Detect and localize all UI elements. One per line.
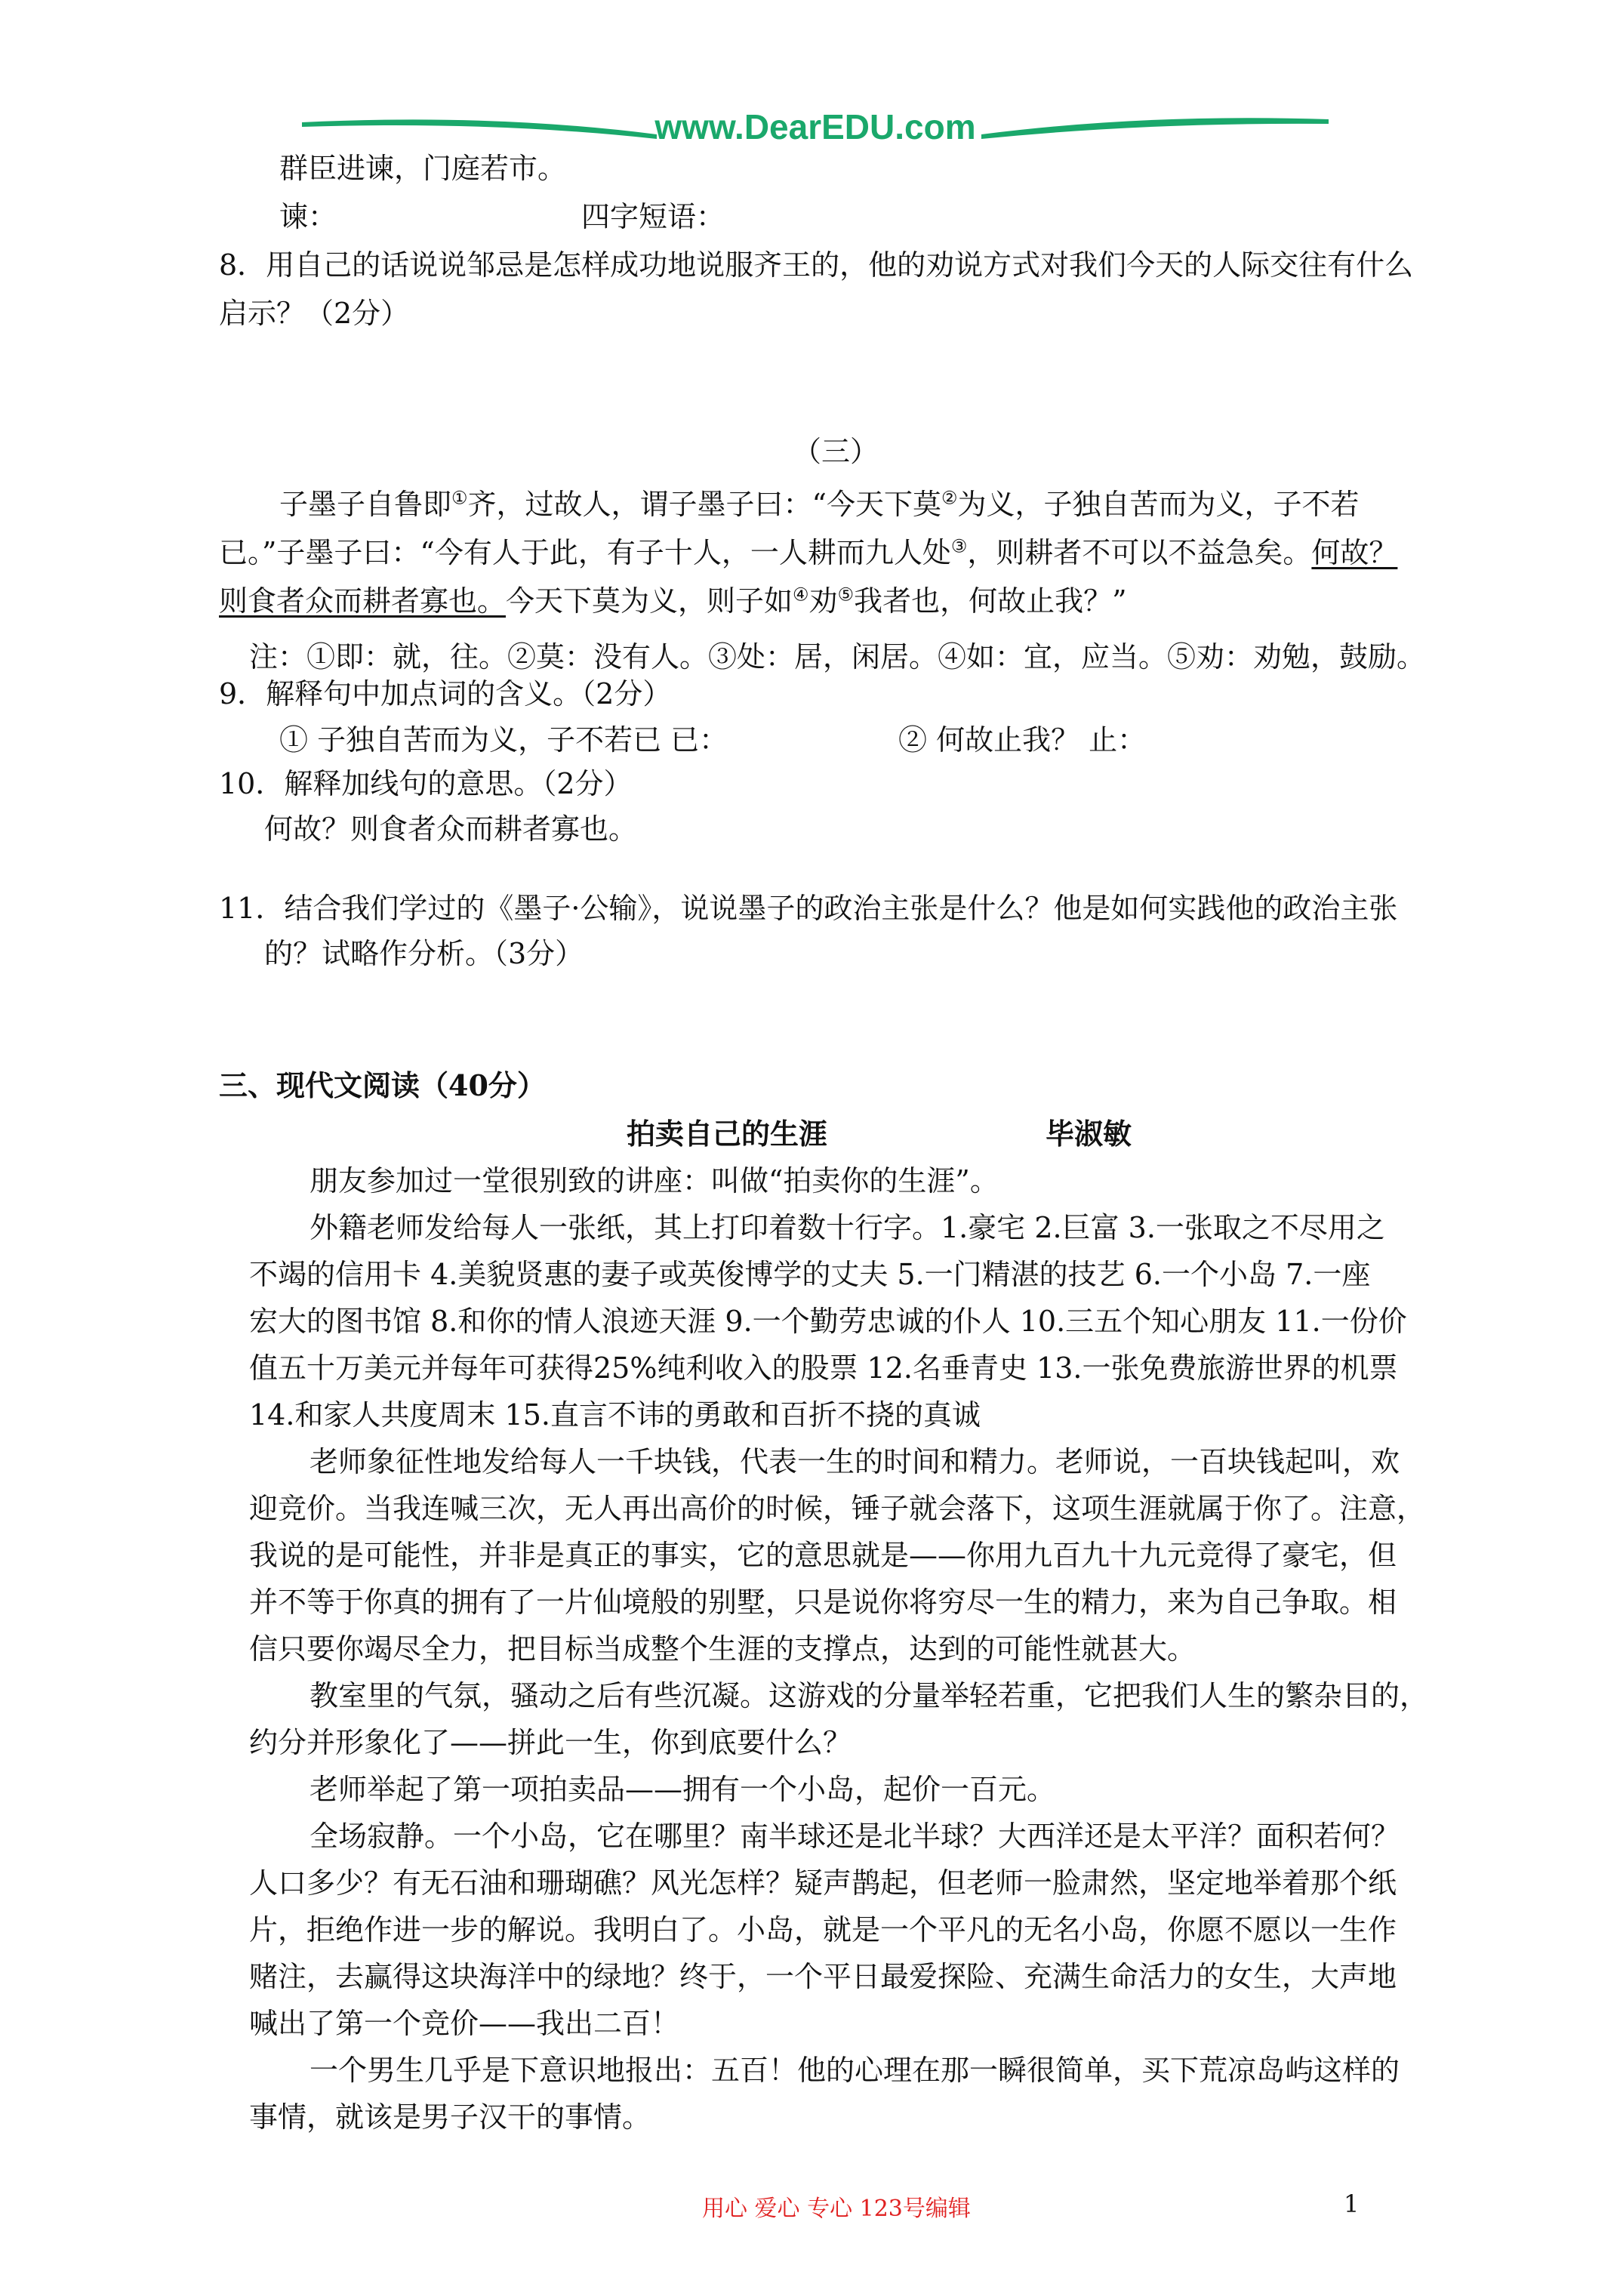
paragraph-line: 并不等于你真的拥有了一片仙境般的别墅，只是说你将穷尽一生的精力，来为自己争取。相 — [249, 1586, 1397, 1619]
text-line: 启示？（2分） — [219, 297, 410, 330]
paragraph-line: 外籍老师发给每人一张纸，其上打印着数十行字。1.豪宅 2.巨富 3.一张取之不尽用之 — [310, 1211, 1385, 1244]
paragraph-line: 宏大的图书馆 8.和你的情人浪迹天涯 9.一个勤劳忠诚的仆人 10.三五个知心朋友 11.一份价 — [249, 1305, 1407, 1338]
text-line: 何故？则食者众而耕者寡也。 — [264, 812, 638, 846]
text-line: 群臣进谏，门庭若市。 — [279, 152, 567, 185]
underlined-sentence: 何故？ — [1311, 536, 1398, 569]
question-11: 11．结合我们学过的《墨子·公输》，说说墨子的政治主张是什么？他是如何实践他的政治主张 — [219, 892, 1398, 925]
paragraph-line: 朋友参加过一堂很别致的讲座：叫做“拍卖你的生涯”。 — [310, 1164, 999, 1197]
paragraph-line: 全场寂静。一个小岛，它在哪里？南半球还是北半球？大西洋还是太平洋？面积若何？ — [310, 1820, 1400, 1853]
paragraph-line: 约分并形象化了——拼此一生，你到底要什么？ — [249, 1726, 852, 1759]
footnote-mark: ⑤ — [837, 584, 855, 606]
article-title: 拍卖自己的生涯 — [627, 1117, 828, 1151]
underlined-sentence: 则食者众而耕者寡也。 — [219, 584, 507, 618]
paragraph-line: 事情，就该是男子汉干的事情。 — [249, 2100, 651, 2134]
passage-line: 已。”子墨子曰：“今有人于此，有子十人，一人耕而九人处③，则耕者不可以不益急矣。何故？ — [219, 535, 1398, 569]
paragraph-line: 喊出了第一个竞价——我出二百！ — [249, 2007, 680, 2040]
paragraph-line: 一个男生几乎是下意识地报出：五百！他的心理在那一瞬很简单，买下荒凉岛屿这样的 — [310, 2054, 1400, 2087]
footer-text: 用心 爱心 专心 123号编辑 — [702, 2196, 971, 2222]
paragraph-line: 迎竞价。当我连喊三次，无人再出高价的时候，锤子就会落下，这项生涯就属于你了。注意， — [249, 1492, 1426, 1525]
paragraph-line: 教室里的气氛，骚动之后有些沉凝。这游戏的分量举轻若重，它把我们人生的繁杂目的， — [310, 1679, 1429, 1712]
paragraph-line: 老师举起了第一项拍卖品——拥有一个小岛，起价一百元。 — [310, 1773, 1056, 1806]
footnote-mark: ④ — [793, 584, 809, 606]
paragraph-line: 老师象征性地发给每人一千块钱，代表一生的时间和精力。老师说，一百块钱起叫，欢 — [310, 1445, 1400, 1478]
paragraph-line: 不竭的信用卡 4.美貌贤惠的妻子或英俊博学的丈夫 5.一门精湛的技艺 6.一个小岛 7.一座 — [249, 1258, 1371, 1291]
text-line: 的？试略作分析。（3分） — [264, 937, 584, 970]
passage-line: 则食者众而耕者寡也。今天下莫为义，则子如④劝⑤我者也，何故止我？” — [219, 584, 1127, 618]
site-url: www.DearEDU.com — [654, 107, 976, 146]
section-title: 三、现代文阅读（40分） — [219, 1068, 546, 1102]
paragraph-line: 信只要你竭尽全力，把目标当成整个生涯的支撑点，达到的可能性就甚大。 — [249, 1632, 1196, 1666]
section-heading: （三） — [793, 435, 879, 468]
passage-line: 子墨子自鲁即①齐，过故人，谓子墨子曰：“今天下莫②为义，子独自苦而为义，子不若 — [279, 487, 1360, 521]
question-9: 9．解释句中加点词的含义。（2分） — [219, 677, 672, 710]
paragraph-line: 片，拒绝作进一步的解说。我明白了。小岛，就是一个平凡的无名小岛，你愿不愿以一生作 — [249, 1913, 1397, 1946]
footnotes: 注：①即：就，往。②莫：没有人。③处：居，闲居。④如：宜，应当。⑤劝：劝勉，鼓励。 — [249, 640, 1426, 673]
text-line: 谏： — [279, 200, 337, 233]
article-author: 毕淑敏 — [1046, 1117, 1132, 1151]
text-line: ② 何故止我？ 止： — [898, 723, 1147, 757]
footnote-mark: ③ — [950, 535, 968, 557]
text-line: ① 子独自苦而为义，子不若已 已： — [279, 723, 728, 757]
paragraph-line: 我说的是可能性，并非是真正的事实，它的意思就是——你用九百九十九元竞得了豪宅，但 — [249, 1539, 1397, 1572]
text-line: 四字短语： — [581, 200, 725, 233]
paragraph-line: 人口多少？有无石油和珊瑚礁？风光怎样？疑声鹊起，但老师一脸肃然，坚定地举着那个纸 — [249, 1866, 1397, 1900]
paragraph-line: 值五十万美元并每年可获得25%纯利收入的股票 12.名垂青史 13.一张免费旅游世界的机票 — [249, 1351, 1398, 1385]
paragraph-line: 赌注，去赢得这块海洋中的绿地？终于，一个平日最爱探险、充满生命活力的女生，大声地 — [249, 1960, 1397, 1993]
footnote-mark: ② — [941, 487, 958, 509]
question-10: 10．解释加线句的意思。（2分） — [219, 767, 633, 800]
page-number: 1 — [1344, 2190, 1360, 2218]
footnote-mark: ① — [451, 487, 468, 509]
paragraph-line: 14.和家人共度周末 15.直言不讳的勇敢和百折不挠的真诚 — [249, 1398, 981, 1432]
question-8: 8．用自己的话说说邹忌是怎样成功地说服齐王的，他的劝说方式对我们今天的人际交往有什么 — [219, 248, 1414, 282]
